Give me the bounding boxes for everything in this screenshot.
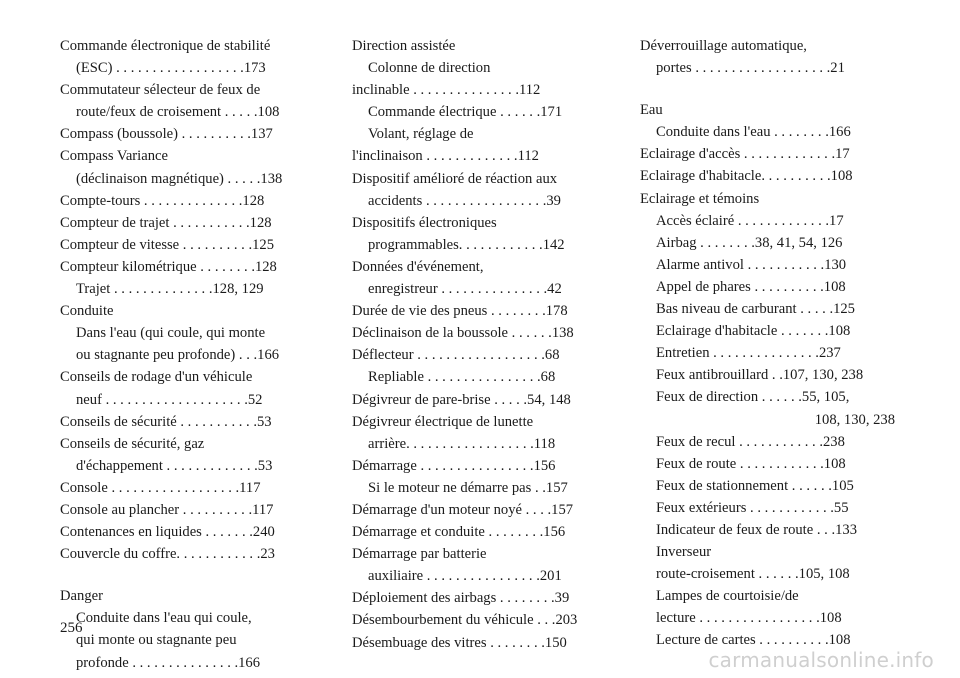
index-entry: Déverrouillage automatique, <box>640 38 807 54</box>
index-entry: Démarrage et conduite . . . . . . . .156 <box>352 524 566 541</box>
index-subentry: Bas niveau de carburant . . . . .125 <box>656 301 855 318</box>
index-subentry: Conduite dans l'eau . . . . . . . .166 <box>656 124 851 141</box>
index-subentry: Indicateur de feux de route . . .133 <box>656 521 857 538</box>
index-subentry: auxiliaire . . . . . . . . . . . . . . . .201 <box>368 568 562 585</box>
index-entry: Conduite <box>60 303 114 320</box>
index-entry: inclinable . . . . . . . . . . . . . . .112 <box>352 82 541 99</box>
index-subentry: Accès éclairé . . . . . . . . . . . . .17 <box>656 212 844 229</box>
index-subentry: Repliable . . . . . . . . . . . . . . . .68 <box>368 369 556 386</box>
page-number: 256 <box>60 620 83 636</box>
index-entry: Eclairage et témoins <box>640 190 760 207</box>
index-entry: Commande électronique de stabilité <box>60 38 271 54</box>
index-entry: Danger <box>60 588 103 605</box>
index-entry: Déclinaison de la boussole . . . . . .138 <box>352 325 574 342</box>
index-subentry: (ESC) . . . . . . . . . . . . . . . . . .173 <box>76 60 266 77</box>
index-entry: Compte-tours . . . . . . . . . . . . . .128 <box>60 192 265 209</box>
index-subentry: Alarme antivol . . . . . . . . . . .130 <box>656 256 847 273</box>
index-entry: Dispositif amélioré de réaction aux <box>352 170 558 187</box>
index-subentry: portes . . . . . . . . . . . . . . . . . . .21 <box>656 60 845 77</box>
index-entry: Compass (boussole) . . . . . . . . . .137 <box>60 126 273 143</box>
index-entry: Commutateur sélecteur de feux de <box>60 82 261 99</box>
index-subentry: 108, 130, 238 <box>814 411 895 428</box>
index-subentry: Trajet . . . . . . . . . . . . . .128, 129 <box>76 281 264 298</box>
index-entry: Conseils de sécurité, gaz <box>60 435 205 452</box>
index-entry: Désembourbement du véhicule . . .203 <box>352 612 578 629</box>
index-subentry: Si le moteur ne démarre pas . .157 <box>368 479 568 496</box>
index-entry: Compteur de trajet . . . . . . . . . . .128 <box>60 214 272 231</box>
index-entry: Dégivreur de pare-brise . . . . .54, 148 <box>352 391 571 408</box>
index-subentry: Inverseur <box>656 544 712 561</box>
index-entry: Contenances en liquides . . . . . . .240 <box>60 524 275 541</box>
index-entry: Démarrage par batterie <box>352 546 487 563</box>
index-subentry: neuf . . . . . . . . . . . . . . . . . . . .52 <box>76 391 263 408</box>
index-entry: Désembuage des vitres . . . . . . . .150 <box>352 634 567 651</box>
index-subentry: Lecture de cartes . . . . . . . . . .108 <box>656 632 851 649</box>
index-entry: Compass Variance <box>60 148 168 165</box>
index-subentry: arrière. . . . . . . . . . . . . . . . . .118 <box>368 435 556 452</box>
index-subentry: Feux de direction . . . . . .55, 105, <box>656 389 850 406</box>
index-subentry: d'échappement . . . . . . . . . . . . .53 <box>76 457 273 474</box>
index-subentry: Feux antibrouillard . .107, 130, 238 <box>656 367 864 384</box>
index-subentry: profonde . . . . . . . . . . . . . . .166 <box>76 654 261 671</box>
index-entry: Compteur kilométrique . . . . . . . .128 <box>60 258 277 275</box>
index-entry: l'inclinaison . . . . . . . . . . . . .112 <box>352 148 539 165</box>
index-subentry: enregistreur . . . . . . . . . . . . . . .42 <box>368 281 562 298</box>
index-subentry: accidents . . . . . . . . . . . . . . . . .39 <box>368 192 561 209</box>
index-entry: Eclairage d'accès . . . . . . . . . . . . .17 <box>640 146 850 163</box>
index-entry: Dégivreur électrique de lunette <box>352 413 534 430</box>
index-subentry: Dans l'eau (qui coule, qui monte <box>76 325 266 342</box>
index-spacer <box>60 565 315 585</box>
index-subentry: lecture . . . . . . . . . . . . . . . . .108 <box>656 610 842 627</box>
index-entry: Compteur de vitesse . . . . . . . . . .125 <box>60 236 275 253</box>
index-entry: Console . . . . . . . . . . . . . . . . . .117 <box>60 479 261 496</box>
index-subentry: programmables. . . . . . . . . . . .142 <box>368 236 565 253</box>
index-subentry: qui monte ou stagnante peu <box>76 632 237 649</box>
index-entry: Démarrage . . . . . . . . . . . . . . . .156 <box>352 457 556 474</box>
index-entry: Durée de vie des pneus . . . . . . . .178 <box>352 303 568 320</box>
index-subentry: Feux de route . . . . . . . . . . . .108 <box>656 455 846 472</box>
index-entry: Eau <box>640 102 663 119</box>
index-subentry: Entretien . . . . . . . . . . . . . . .237 <box>656 345 841 362</box>
index-entry: Données d'événement, <box>352 258 484 275</box>
index-spacer <box>640 79 895 99</box>
index-column-1 <box>60 35 315 674</box>
index-entry: Déploiement des airbags . . . . . . . .39 <box>352 590 570 607</box>
index-subentry: Colonne de direction <box>368 60 491 77</box>
index-subentry: Commande électrique . . . . . .171 <box>368 104 563 121</box>
index-subentry: route/feux de croisement . . . . .108 <box>76 104 280 121</box>
index-subentry: Volant, réglage de <box>368 126 474 143</box>
index-column-3 <box>640 35 895 652</box>
index-entry: Eclairage d'habitacle. . . . . . . . . .108 <box>640 168 853 185</box>
index-subentry: Conduite dans l'eau qui coule, <box>76 610 252 627</box>
index-entry: Déflecteur . . . . . . . . . . . . . . . . . .68 <box>352 347 560 364</box>
index-entry: Conseils de rodage d'un véhicule <box>60 369 253 386</box>
index-entry: Conseils de sécurité . . . . . . . . . . .53 <box>60 413 272 430</box>
index-subentry: Feux de stationnement . . . . . .105 <box>656 477 854 494</box>
index-subentry: Feux extérieurs . . . . . . . . . . . .55 <box>656 499 849 516</box>
index-subentry: (déclinaison magnétique) . . . . .138 <box>76 170 283 187</box>
watermark: carmanualsonline.info <box>708 648 934 672</box>
index-subentry: route-croisement . . . . . .105, 108 <box>656 566 850 583</box>
index-entry: Démarrage d'un moteur noyé . . . .157 <box>352 501 574 518</box>
index-subentry: Appel de phares . . . . . . . . . .108 <box>656 278 846 295</box>
index-subentry: Eclairage d'habitacle . . . . . . .108 <box>656 323 851 340</box>
index-entry: Dispositifs électroniques <box>352 214 497 231</box>
index-column-2 <box>352 35 607 654</box>
index-subentry: Lampes de courtoisie/de <box>656 588 799 605</box>
index-entry: Console au plancher . . . . . . . . . .117 <box>60 501 274 518</box>
index-entry: Direction assistée <box>352 38 456 54</box>
index-subentry: ou stagnante peu profonde) . . .166 <box>76 347 280 364</box>
index-subentry: Feux de recul . . . . . . . . . . . .238 <box>656 433 845 450</box>
index-subentry: Airbag . . . . . . . .38, 41, 54, 126 <box>656 234 843 251</box>
index-entry: Couvercle du coffre. . . . . . . . . . . .23 <box>60 546 275 563</box>
